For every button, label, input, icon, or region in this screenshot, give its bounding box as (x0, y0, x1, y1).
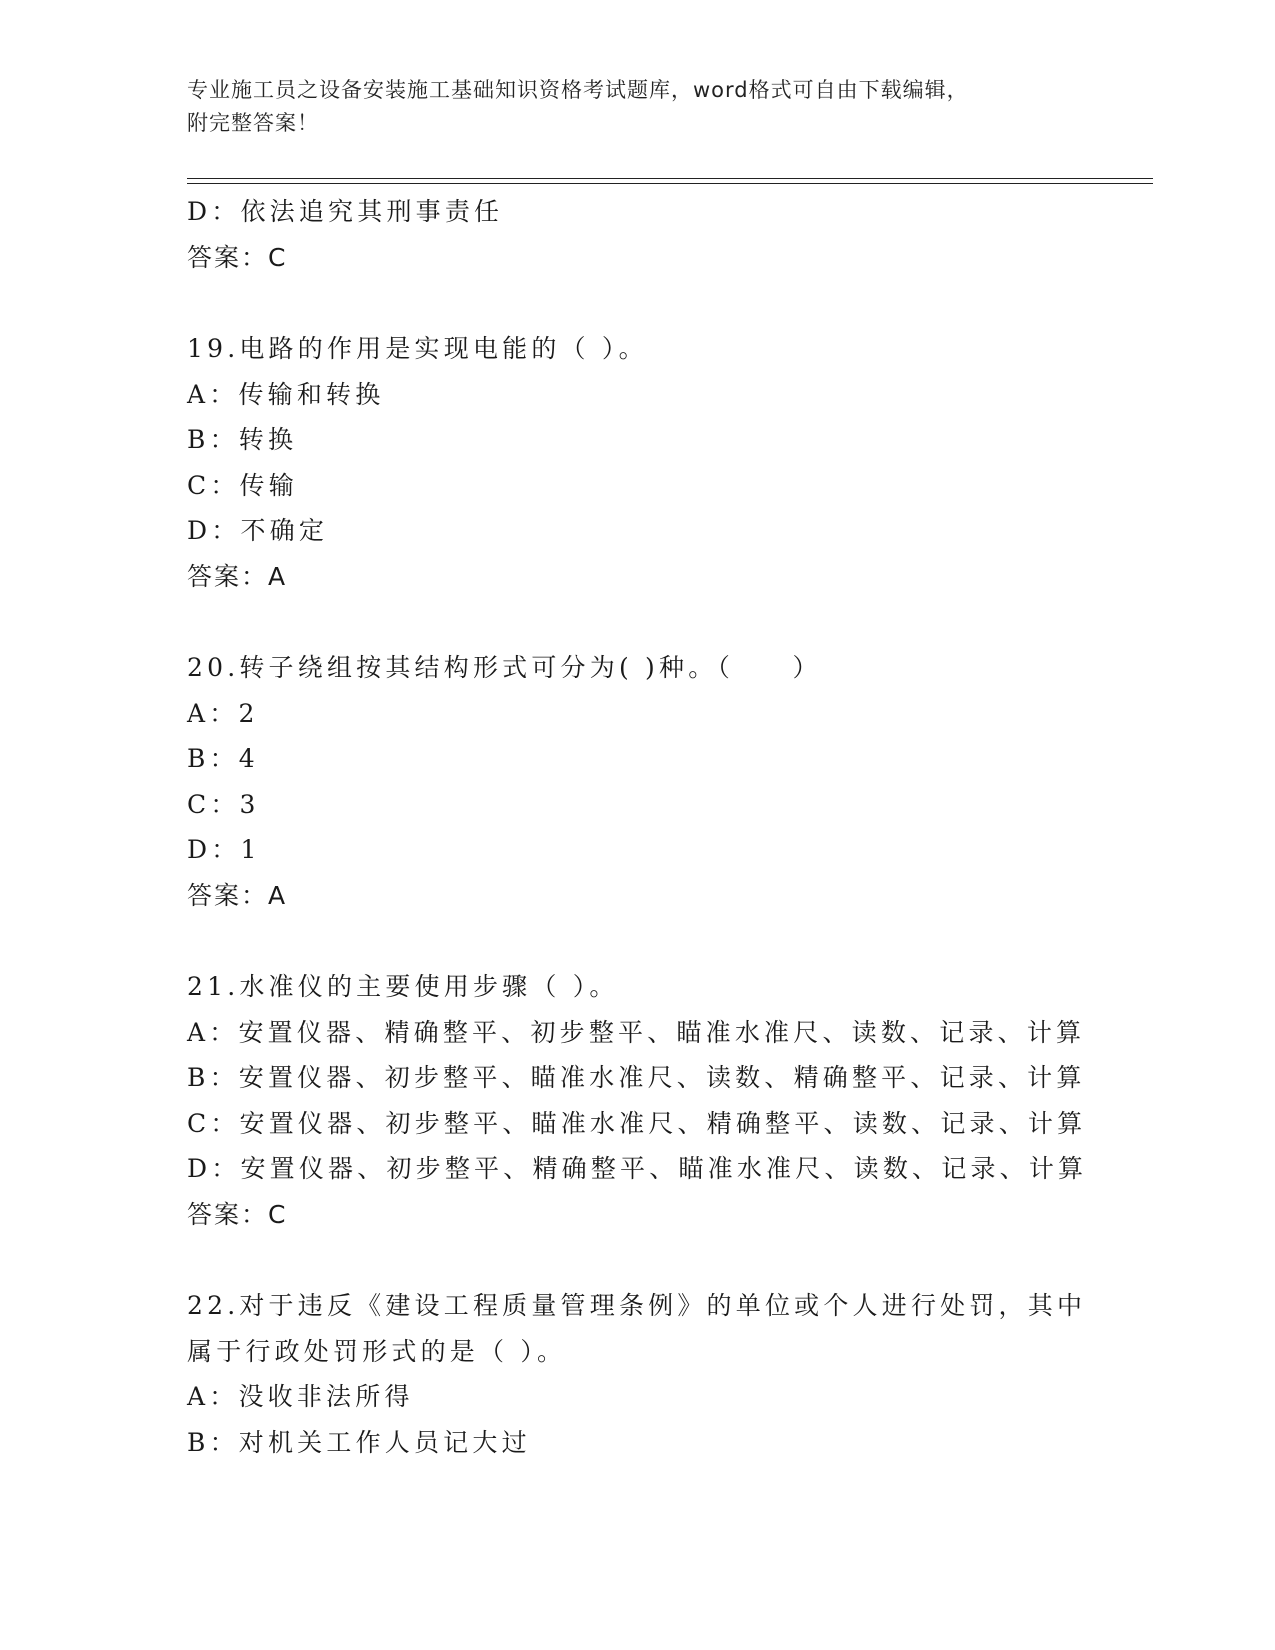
option-a: A：传输和转换 (187, 379, 385, 409)
option-b: B：对机关工作人员记大过 (187, 1427, 531, 1457)
option-d: D：安置仪器、初步整平、精确整平、瞄准水准尺、读数、记录、计算 (187, 1154, 1088, 1183)
spacer (187, 280, 1087, 326)
question-text-line-2: 属于行政处罚形式的是（ ）。 (187, 1336, 567, 1366)
question-text: 19.电路的作用是实现电能的（ ）。 (187, 334, 648, 363)
option-d: D：依法追究其刑事责任 (187, 197, 504, 226)
option-c: C：3 (187, 789, 260, 819)
question-text: 21.水准仪的主要使用步骤（ ）。 (187, 972, 619, 1001)
answer: 答案：A (187, 880, 288, 910)
question-text-line-1: 22.对于违反《建设工程质量管理条例》的单位或个人进行处罚，其中 (187, 1291, 1087, 1320)
spacer (187, 1237, 1087, 1283)
option-b: B：4 (187, 744, 259, 773)
option-a: A：安置仪器、精确整平、初步整平、瞄准水准尺、读数、记录、计算 (187, 1017, 1086, 1047)
header-line-1: 专业施工员之设备安装施工基础知识资格考试题库，word格式可自由下载编辑， (187, 78, 969, 102)
question-20 (187, 645, 1087, 918)
header-line-2: 附完整答案！ (187, 111, 319, 135)
option-c: C：安置仪器、初步整平、瞄准水准尺、精确整平、读数、记录、计算 (187, 1108, 1087, 1138)
option-c: C：传输 (187, 470, 298, 500)
question-22 (187, 1283, 1087, 1465)
question-19 (187, 326, 1087, 599)
header-divider-bottom (187, 183, 1153, 184)
option-b: B：安置仪器、初步整平、瞄准水准尺、读数、精确整平、记录、计算 (187, 1063, 1086, 1092)
spacer (187, 918, 1087, 964)
answer: 答案：C (187, 1199, 288, 1229)
spacer (187, 599, 1087, 645)
question-21 (187, 964, 1087, 1237)
option-d: D：1 (187, 835, 261, 864)
option-b: B：转换 (187, 425, 298, 454)
option-a: A：2 (187, 698, 259, 728)
option-d: D：不确定 (187, 516, 329, 545)
answer: 答案：A (187, 561, 288, 591)
header-divider-top (187, 178, 1153, 179)
answer: 答案：C (187, 242, 288, 272)
document-header (187, 74, 1087, 140)
document-body (187, 189, 1087, 1465)
option-a: A：没收非法所得 (187, 1382, 414, 1411)
question-text: 20.转子绕组按其结构形式可分为( )种。（ ） (187, 653, 822, 682)
